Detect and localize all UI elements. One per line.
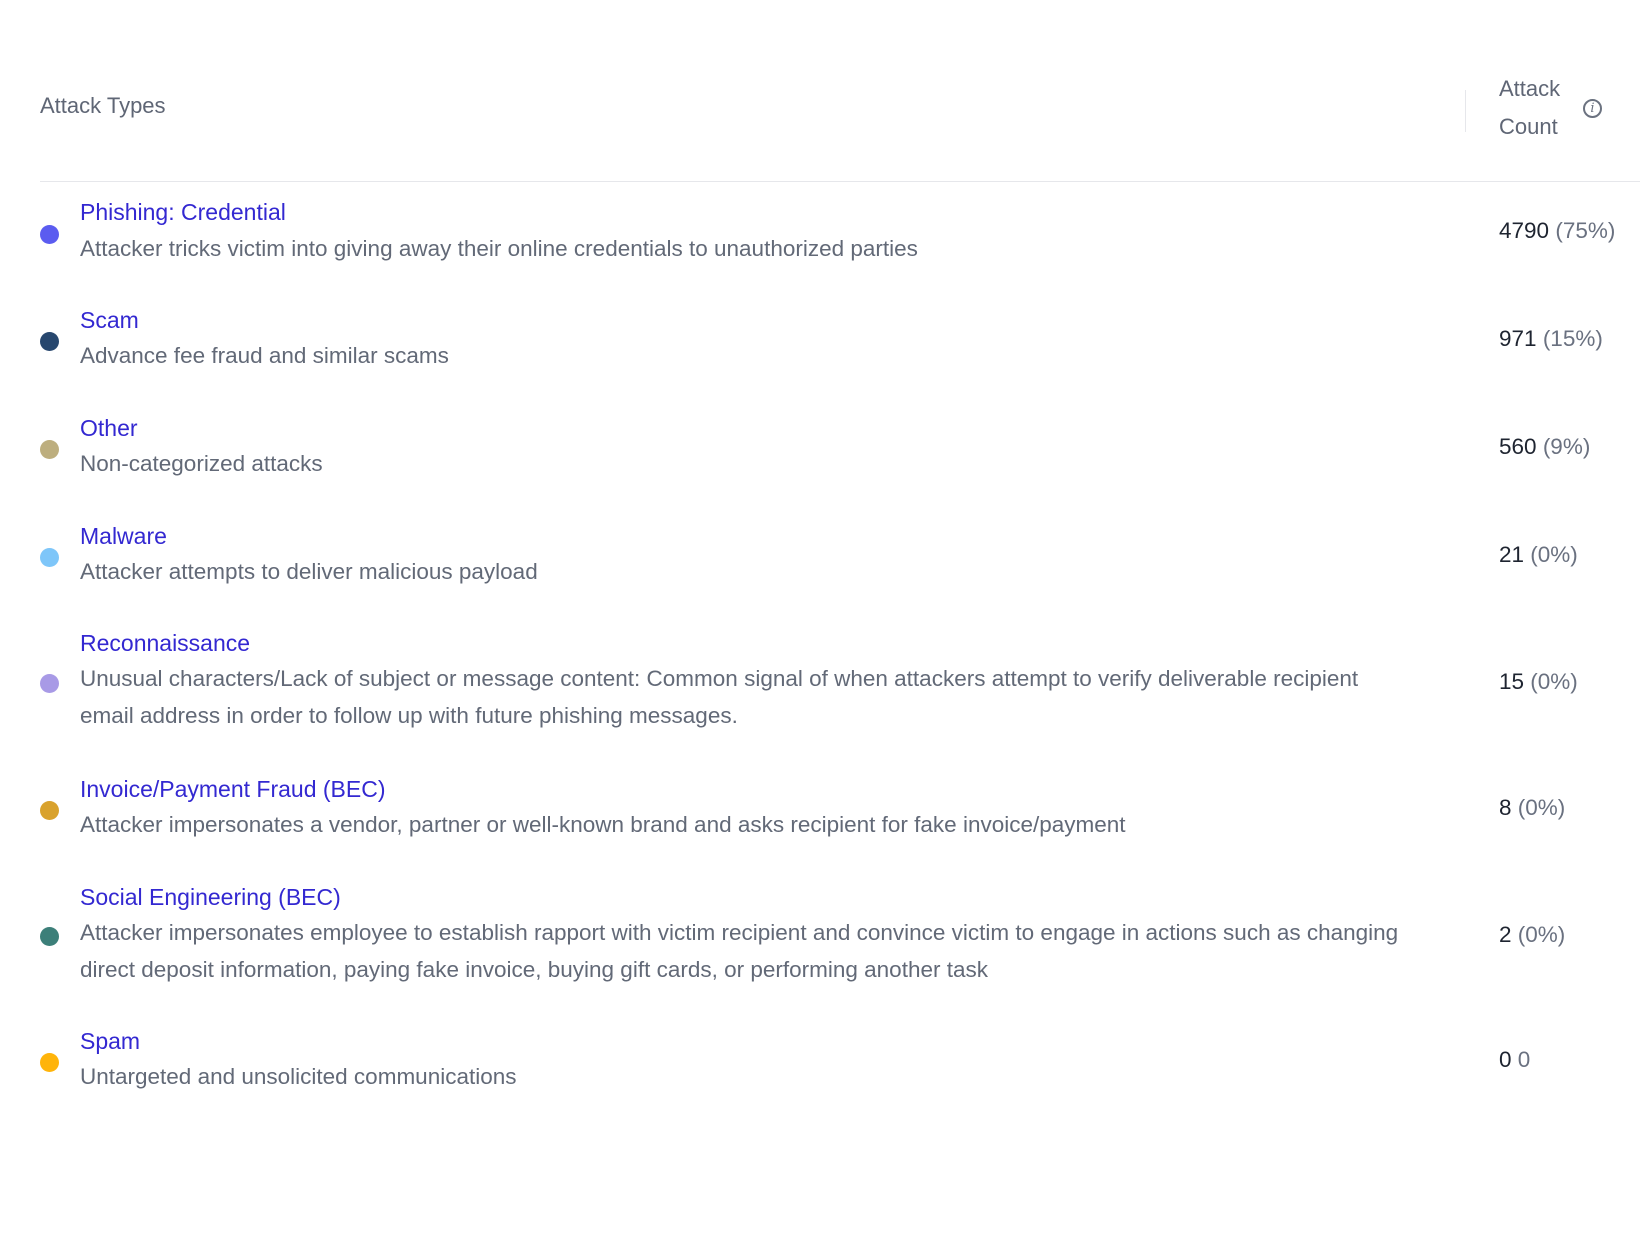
attack-count-header-line1: Attack: [1499, 76, 1561, 101]
category-color-dot: [40, 225, 59, 244]
count-number: 15: [1499, 669, 1525, 694]
attack-count-value: [1499, 1047, 1530, 1073]
attack-types-column-header: Attack Types: [40, 93, 166, 118]
attack-type-link[interactable]: Invoice/Payment Fraud (BEC): [80, 776, 386, 802]
attack-type-link[interactable]: Reconnaissance: [80, 630, 251, 656]
count-percent: (0%): [1517, 922, 1566, 947]
attack-type-link[interactable]: Social Engineering (BEC): [80, 884, 341, 910]
attack-count-header-line2: Count: [1499, 114, 1558, 139]
attack-type-description: Attacker attempts to deliver malicious payload: [80, 559, 538, 584]
category-color-dot: [40, 927, 59, 946]
count-number: 8: [1499, 795, 1512, 820]
attack-count-value: [1499, 542, 1578, 568]
attack-type-link[interactable]: Phishing: Credential: [80, 199, 286, 225]
attack-count-value: [1499, 922, 1565, 948]
attack-type-link[interactable]: Spam: [80, 1028, 141, 1054]
attack-count-value: [1499, 669, 1578, 695]
attack-type-description: Unusual characters/Lack of subject or message content: Common signal of when attackers attempt to verify deliverable recipient email address in order to follow up with future phishing messages.: [80, 666, 1359, 728]
category-color-dot: [40, 332, 59, 351]
category-color-dot: [40, 674, 59, 693]
count-percent: (0%): [1530, 669, 1578, 694]
count-number: 4790: [1499, 218, 1550, 243]
count-number: 2: [1499, 922, 1512, 947]
attack-type-description: Advance fee fraud and similar scams: [80, 343, 449, 368]
category-color-dot: [40, 548, 59, 567]
attack-type-link[interactable]: Scam: [80, 307, 139, 333]
count-percent: (15%): [1542, 326, 1603, 351]
count-number: 971: [1499, 326, 1537, 351]
count-percent: 0: [1517, 1047, 1531, 1072]
attack-count-value: [1499, 218, 1615, 244]
count-percent: (75%): [1555, 218, 1616, 243]
count-number: 0: [1499, 1047, 1512, 1072]
attack-count-value: [1499, 795, 1565, 821]
attack-count-value: [1499, 434, 1590, 460]
category-color-dot: [40, 801, 59, 820]
attack-type-description: Non-categorized attacks: [80, 451, 323, 476]
attack-type-link[interactable]: Other: [80, 415, 138, 441]
attack-count-column-header[interactable]: [1499, 70, 1560, 146]
column-divider: [1465, 90, 1466, 132]
count-number: 560: [1499, 434, 1537, 459]
count-number: 21: [1499, 542, 1525, 567]
info-icon[interactable]: i: [1583, 99, 1602, 118]
attack-type-description: Untargeted and unsolicited communications: [80, 1064, 517, 1089]
attack-type-description: Attacker tricks victim into giving away their online credentials to unauthorized parties: [80, 236, 918, 261]
attack-count-value: [1499, 326, 1603, 352]
count-percent: (0%): [1530, 542, 1578, 567]
attack-type-link[interactable]: Malware: [80, 523, 167, 549]
count-percent: (0%): [1517, 795, 1566, 820]
category-color-dot: [40, 440, 59, 459]
category-color-dot: [40, 1053, 59, 1072]
table-header: [40, 0, 1640, 182]
attack-type-description: Attacker impersonates employee to establish rapport with victim recipient and convince victim to engage in actions such as changing direct deposit information, paying fake invoice, buying gift cards, or performing another task: [80, 920, 1399, 982]
attack-type-description: Attacker impersonates a vendor, partner or well-known brand and asks recipient for fake invoice/payment: [80, 812, 1126, 837]
count-percent: (9%): [1542, 434, 1591, 459]
